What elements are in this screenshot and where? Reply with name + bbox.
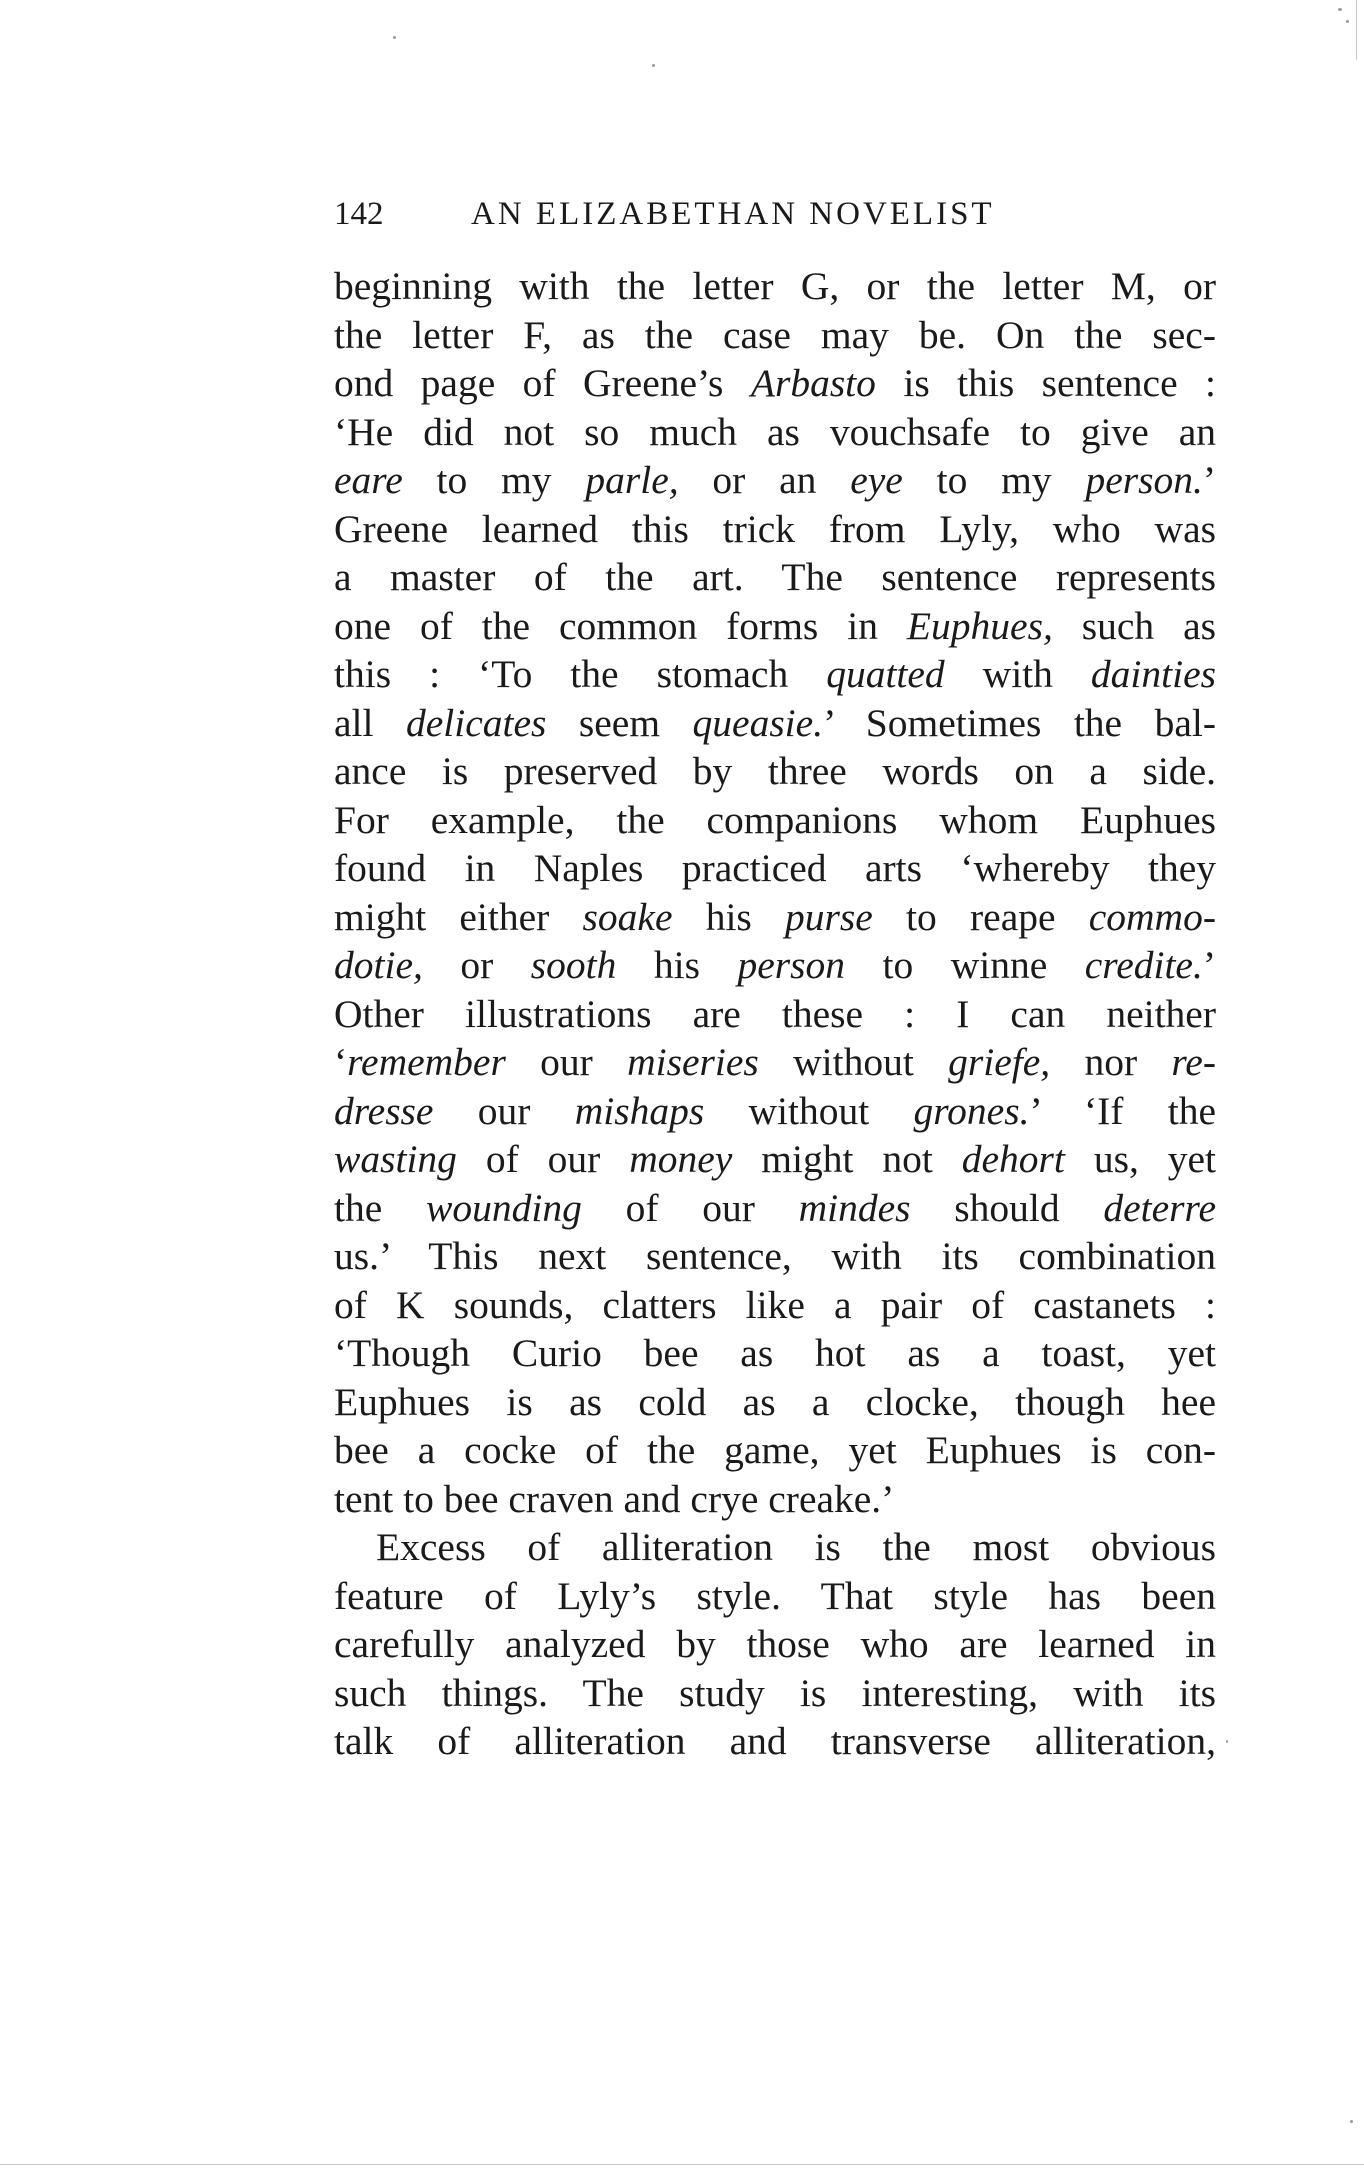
- italic-text: dotie,: [334, 943, 423, 987]
- text-line: [334, 1135, 1216, 1184]
- text-span: our: [433, 1088, 575, 1133]
- text-line: [334, 1426, 1216, 1475]
- italic-text: re-: [1171, 1040, 1216, 1084]
- text-span: bee a cocke of the game, yet Euphues is con-: [334, 1428, 1216, 1472]
- italic-text: money: [629, 1137, 733, 1181]
- text-span: his: [616, 943, 738, 987]
- text-line: [334, 1717, 1216, 1766]
- italic-text: mishaps: [574, 1088, 705, 1133]
- italic-text: dehort: [961, 1137, 1065, 1181]
- italic-text: soake: [582, 894, 673, 939]
- text-line: [334, 1087, 1216, 1136]
- text-line: [334, 359, 1216, 408]
- text-line: [334, 1523, 1216, 1572]
- scan-speck: [1350, 2120, 1353, 2123]
- italic-text: mindes: [798, 1185, 911, 1230]
- italic-text: grones.: [913, 1088, 1030, 1133]
- text-span: might not: [732, 1137, 962, 1181]
- italic-text: eare: [334, 458, 403, 502]
- text-span: ance is preserved by three words on a side.: [334, 749, 1216, 793]
- text-line: [334, 1038, 1216, 1087]
- scan-speck: [1226, 1740, 1228, 1743]
- text-span: ‘Though Curio bee as hot as a toast, yet: [334, 1331, 1216, 1375]
- text-span: feature of Lyly’s style. That style has been: [334, 1573, 1216, 1618]
- text-span: talk of alliteration and transverse alliteration,: [334, 1719, 1216, 1763]
- italic-text: Arbasto: [750, 361, 876, 405]
- text-span: this : ‘To the stomach: [334, 652, 827, 696]
- scan-edge-line: [1356, 0, 1357, 60]
- italic-text: credite.: [1084, 943, 1203, 987]
- italic-text: miseries: [627, 1040, 759, 1084]
- italic-text: wasting: [334, 1137, 457, 1181]
- text-line: [334, 796, 1216, 845]
- scan-speck: [393, 36, 396, 39]
- text-line: [334, 1572, 1216, 1621]
- text-line: [334, 1378, 1216, 1427]
- italic-text: quatted: [826, 652, 945, 696]
- text-span: Greene learned this trick from Lyly, who was: [334, 506, 1216, 551]
- italic-text: queasie.: [692, 700, 824, 745]
- text-span: the: [334, 1185, 427, 1230]
- text-span: or: [422, 943, 531, 987]
- text-span: ’: [1202, 943, 1216, 987]
- text-line: [334, 893, 1216, 942]
- scan-speck: [652, 64, 655, 67]
- text-span: ’: [1202, 458, 1217, 502]
- text-span: a master of the art. The sentence represents: [334, 555, 1216, 599]
- body-text: [334, 262, 1216, 1766]
- italic-text: dresse: [334, 1088, 434, 1133]
- text-span: one of the common forms in: [334, 603, 907, 648]
- italic-text: person: [737, 943, 845, 987]
- italic-text: griefe,: [948, 1040, 1051, 1084]
- italic-text: eye: [850, 458, 903, 502]
- text-span: the letter F, as the case may be. On the sec-: [334, 312, 1216, 357]
- text-span: such things. The study is interesting, with its: [334, 1670, 1216, 1715]
- text-span: might either: [334, 894, 583, 939]
- italic-text: dainties: [1090, 652, 1216, 696]
- text-span: Other illustrations are these : I can neither: [334, 991, 1216, 1036]
- text-span: of our: [456, 1137, 630, 1181]
- text-span: ’ Sometimes the bal-: [823, 700, 1216, 745]
- text-span: ‘: [334, 1040, 348, 1084]
- italic-text: Euphues,: [906, 603, 1053, 648]
- text-line: [334, 699, 1216, 748]
- text-line: [334, 747, 1216, 796]
- text-span: ’ ‘If the: [1029, 1088, 1216, 1133]
- text-span: to my: [402, 458, 586, 502]
- text-span: Excess of alliteration is the most obvious: [376, 1525, 1216, 1569]
- text-line: [334, 456, 1216, 505]
- text-span: to winne: [845, 943, 1085, 987]
- text-span: found in Naples practiced arts ‘whereby they: [334, 846, 1216, 890]
- italic-text: parle,: [585, 458, 679, 502]
- text-line: [334, 602, 1216, 651]
- text-line: [334, 505, 1216, 554]
- text-line: [334, 1232, 1216, 1281]
- text-span: to my: [902, 458, 1086, 502]
- text-span: us.’ This next sentence, with its combination: [334, 1234, 1216, 1278]
- scan-speck: [1338, 8, 1342, 11]
- text-line: [334, 1620, 1216, 1669]
- page-number: 142: [334, 196, 384, 232]
- text-span: ond page of Greene’s: [334, 361, 751, 405]
- italic-text: delicates: [405, 700, 547, 745]
- text-span: should: [910, 1185, 1104, 1230]
- text-span: such as: [1052, 603, 1216, 648]
- text-line: [334, 1669, 1216, 1718]
- italic-text: commo-: [1088, 894, 1216, 939]
- italic-text: person.: [1085, 458, 1203, 502]
- italic-text: remember: [347, 1040, 506, 1084]
- italic-text: sooth: [530, 943, 617, 987]
- text-span: seem: [546, 700, 693, 745]
- text-line: [334, 1475, 1216, 1524]
- text-span: to reape: [872, 894, 1089, 939]
- text-span: all: [334, 700, 406, 745]
- text-span: us, yet: [1064, 1137, 1216, 1181]
- text-line: [334, 1329, 1216, 1378]
- text-span: nor: [1050, 1040, 1172, 1084]
- text-span: without: [758, 1040, 949, 1084]
- text-span: his: [672, 894, 786, 939]
- page-header: [334, 196, 1216, 236]
- running-title: AN ELIZABETHAN NOVELIST: [471, 196, 995, 232]
- text-span: For example, the companions whom Euphues: [334, 797, 1216, 842]
- text-span: with: [944, 652, 1091, 696]
- text-span: beginning with the letter G, or the letter M, or: [334, 264, 1216, 308]
- italic-text: deterre: [1103, 1185, 1216, 1230]
- text-line: [334, 1184, 1216, 1233]
- text-span: without: [704, 1088, 914, 1133]
- text-line: [334, 650, 1216, 699]
- text-span: is this sentence :: [875, 361, 1216, 405]
- text-span: ‘He did not so much as vouchsafe to give an: [334, 409, 1216, 454]
- text-line: [334, 262, 1216, 311]
- text-line: [334, 990, 1216, 1039]
- scan-edge-line: [0, 2164, 1364, 2165]
- text-span: tent to bee craven and crye creake.’: [334, 1476, 895, 1521]
- text-line: [334, 311, 1216, 360]
- italic-text: wounding: [426, 1185, 582, 1230]
- text-span: our: [505, 1040, 628, 1084]
- text-line: [334, 941, 1216, 990]
- scan-speck: [1346, 20, 1349, 23]
- text-span: carefully analyzed by those who are learned in: [334, 1622, 1216, 1666]
- text-line: [334, 553, 1216, 602]
- text-line: [334, 844, 1216, 893]
- text-line: [334, 1281, 1216, 1330]
- text-span: of our: [581, 1185, 799, 1230]
- text-span: or an: [678, 458, 851, 502]
- text-line: [334, 408, 1216, 457]
- text-span: Euphues is as cold as a clocke, though hee: [334, 1379, 1216, 1424]
- italic-text: purse: [785, 894, 873, 939]
- text-span: of K sounds, clatters like a pair of castanets :: [334, 1282, 1216, 1327]
